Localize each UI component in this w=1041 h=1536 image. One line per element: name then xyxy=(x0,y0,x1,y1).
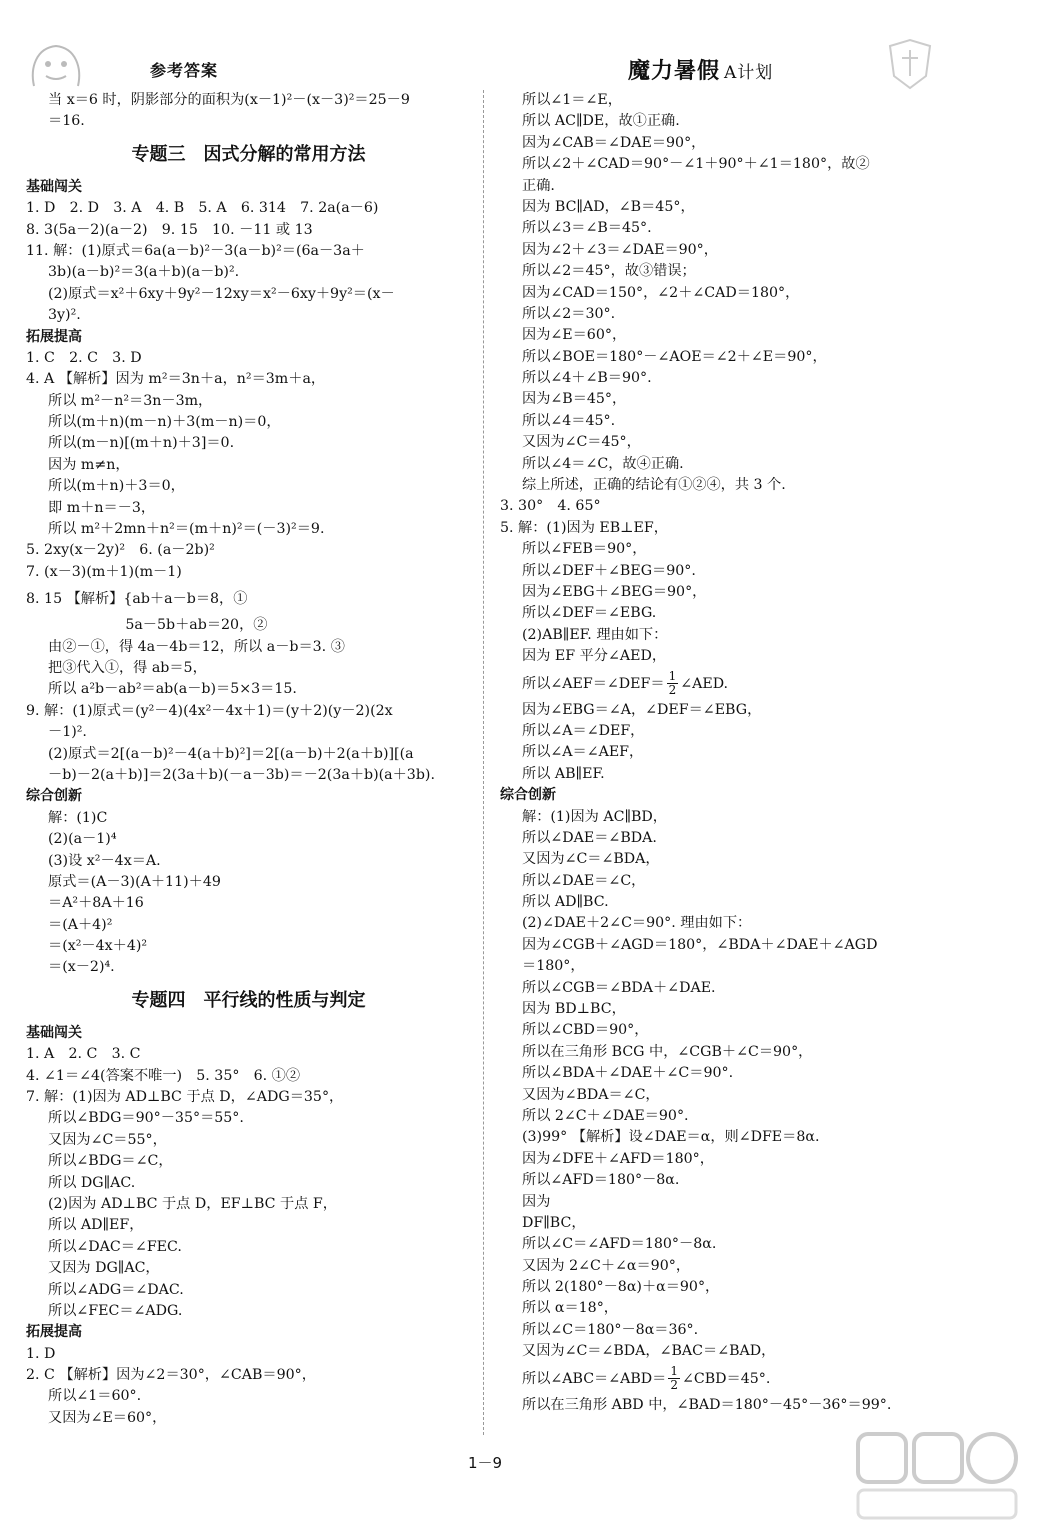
line-text: 2. C 【解析】因为∠2＝30°，∠CAB＝90°， xyxy=(26,1367,316,1384)
answer-line xyxy=(26,936,471,957)
line-text: 又因为∠BDA＝∠C， xyxy=(522,1086,660,1103)
line-text: 所以∠DEF＝∠EBG. xyxy=(522,605,657,622)
line-text: 所以∠3＝∠B＝45°. xyxy=(522,220,652,237)
answer-line xyxy=(26,562,471,583)
answer-line xyxy=(26,111,471,132)
answer-line xyxy=(500,240,1000,261)
answer-line xyxy=(500,913,1000,934)
line-text: 又因为∠C＝45°， xyxy=(522,434,641,451)
fraction-tail: ∠AED. xyxy=(680,675,729,692)
line-text: 解：(1)C xyxy=(48,809,108,826)
answer-line xyxy=(26,198,471,219)
line-text: 即 m＋n＝－3， xyxy=(48,499,156,516)
line-text: 拓展提高 xyxy=(26,328,82,345)
line-text: 所以∠DEF＋∠BEG＝90°. xyxy=(522,562,696,579)
line-text: 所以 AD∥EF， xyxy=(48,1217,144,1234)
answer-line xyxy=(500,1106,1000,1127)
answer-line xyxy=(500,283,1000,304)
answer-line xyxy=(500,1298,1000,1319)
line-text: 所以 a²b－ab²＝ab(a－b)＝5×3＝15. xyxy=(48,681,297,698)
answer-line xyxy=(26,765,471,786)
answer-line xyxy=(500,742,1000,763)
answer-line xyxy=(26,476,471,497)
answer-line xyxy=(26,851,471,872)
line-text: 所以 AB∥EF. xyxy=(522,765,605,782)
line-text: (2)原式＝2[(a－b)²－4(a＋b)²]＝2[(a－b)＋2(a＋b)][(a xyxy=(48,745,414,762)
line-text: 所以∠DAE＝∠C， xyxy=(522,872,646,889)
line-text: 所以∠4＝45°. xyxy=(522,412,616,429)
line-text: 综合创新 xyxy=(500,787,556,804)
category-heading xyxy=(26,786,471,807)
answer-line xyxy=(26,391,471,412)
line-text: 5a－5b＋ab＝20，② xyxy=(26,617,268,634)
line-text: 由②－①，得 4a－4b＝12，所以 a－b＝3. ③ xyxy=(48,638,345,655)
answer-line xyxy=(26,829,471,850)
answer-line xyxy=(500,764,1000,785)
line-text: DF∥BC， xyxy=(522,1214,586,1231)
answer-line xyxy=(26,658,471,679)
answer-line xyxy=(26,1258,471,1279)
page-number: 1－9 xyxy=(468,1454,503,1472)
line-text: ＝(x²－4x＋4)² xyxy=(48,938,148,955)
line-text: ＝(x－2)⁴. xyxy=(48,959,115,976)
line-text: (3)设 x²－4x＝A. xyxy=(48,852,161,869)
answer-line xyxy=(500,389,1000,410)
answer-line xyxy=(500,646,1000,667)
line-text: 所以∠FEB＝90°， xyxy=(522,541,647,558)
line-text: 解：(1)因为 AC∥BD， xyxy=(522,808,667,825)
line-text: 11. 解：(1)原式＝6a(a－b)²－3(a－b)²＝(6a－3a＋ xyxy=(26,242,365,259)
line-text: 所以在三角形 ABD 中，∠BAD＝180°－45°－36°＝99°. xyxy=(522,1396,892,1413)
answer-line xyxy=(26,701,471,722)
header-left-title: 参考答案 xyxy=(150,61,219,80)
answer-line xyxy=(26,744,471,765)
line-text: 因为∠CAD＝150°，∠2＋∠CAD＝180°， xyxy=(522,284,800,301)
fraction-denominator: 2 xyxy=(668,683,677,698)
right-column xyxy=(500,90,1000,1416)
answer-line xyxy=(500,1341,1000,1362)
answer-line xyxy=(26,1173,471,1194)
answer-line xyxy=(26,90,471,111)
answer-line xyxy=(26,615,471,636)
line-text: 所以∠BOE＝180°－∠AOE＝∠2＋∠E＝90°， xyxy=(522,348,827,365)
answer-line xyxy=(500,582,1000,603)
answer-line xyxy=(500,561,1000,582)
category-heading xyxy=(26,1322,471,1343)
answer-line xyxy=(500,1256,1000,1277)
line-text: 8. 15 【解析】{ab＋a－b＝8，① xyxy=(26,591,248,608)
line-text: 所以∠A＝∠AEF， xyxy=(522,744,644,761)
section-title xyxy=(26,133,471,177)
line-text: 所以∠1＝60°. xyxy=(48,1388,142,1405)
answer-line xyxy=(500,111,1000,132)
line-text: 基础闯关 xyxy=(26,1024,82,1041)
answer-line xyxy=(500,133,1000,154)
answer-line xyxy=(26,412,471,433)
answer-line xyxy=(500,304,1000,325)
section-title xyxy=(26,979,471,1023)
line-text: 因为∠E＝60°， xyxy=(522,327,627,344)
line-text: (3)99° 【解析】设∠DAE＝α，则∠DFE＝8α. xyxy=(522,1129,820,1146)
answer-line xyxy=(500,1395,1000,1416)
line-text: ＝A²＋8A＋16 xyxy=(48,895,144,912)
line-text: 所以∠2＋∠CAD＝90°－∠1＋90°＋∠1＝180°，故② xyxy=(522,156,870,173)
left-column xyxy=(26,90,471,1429)
line-text: ＝(A＋4)² xyxy=(48,916,113,933)
line-text: 因为∠CGB＋∠AGD＝180°，∠BDA＋∠DAE＋∠AGD xyxy=(522,936,878,953)
line-text: 因为∠B＝45°， xyxy=(522,391,627,408)
line-text: 综上所述，正确的结论有①②④，共 3 个. xyxy=(522,477,786,494)
line-text: 4. A 【解析】因为 m²＝3n＋a，n²＝3m＋a， xyxy=(26,371,326,388)
fraction-denominator: 2 xyxy=(670,1378,679,1393)
line-text: 所以∠AFD＝180°－8α. xyxy=(522,1172,680,1189)
brand-subtitle: A计划 xyxy=(724,63,774,83)
line-text: 当 x＝6 时，阴影部分的面积为(x－1)²－(x－3)²＝25－9 xyxy=(48,92,410,108)
line-text: 3y)². xyxy=(48,307,81,324)
answer-line xyxy=(500,1213,1000,1234)
answer-line xyxy=(500,625,1000,646)
answer-line xyxy=(26,1087,471,1108)
category-heading xyxy=(26,177,471,198)
line-text: 4. ∠1＝∠4(答案不唯一) 5. 35° 6. ①② xyxy=(26,1067,301,1084)
fraction-numerator: 1 xyxy=(670,1364,679,1379)
line-text: (2)因为 AD⊥BC 于点 D，EF⊥BC 于点 F， xyxy=(48,1195,337,1212)
answer-line xyxy=(500,475,1000,496)
answer-line xyxy=(26,540,471,561)
answer-line xyxy=(500,849,1000,870)
line-text: 综合创新 xyxy=(26,788,82,805)
answer-line xyxy=(26,369,471,390)
answer-line xyxy=(500,700,1000,721)
brand-title: 魔力暑假 xyxy=(628,58,721,84)
answer-line xyxy=(26,957,471,978)
answer-line xyxy=(500,1042,1000,1063)
answer-line xyxy=(500,978,1000,999)
answer-line xyxy=(26,722,471,743)
line-text: 1. A 2. C 3. C xyxy=(26,1046,141,1063)
answer-line xyxy=(500,1085,1000,1106)
line-text: 7. (x－3)(m＋1)(m－1) xyxy=(26,563,182,580)
line-text: (2)原式＝x²＋6xy＋9y²－12xy＝x²－6xy＋9y²＝(x－ xyxy=(48,285,395,302)
line-text: 所以(m＋n)＋3＝0， xyxy=(48,478,185,495)
answer-line xyxy=(26,284,471,305)
line-text: 所以∠CGB＝∠BDA＋∠DAE. xyxy=(522,979,716,996)
answer-line xyxy=(26,1130,471,1151)
answer-line xyxy=(26,1301,471,1322)
answer-line xyxy=(26,348,471,369)
line-text: 因为∠DFE＋∠AFD＝180°， xyxy=(522,1150,714,1167)
answer-line xyxy=(500,454,1000,475)
line-text: 又因为 DG∥AC， xyxy=(48,1260,160,1277)
answer-line xyxy=(500,721,1000,742)
line-text: 所以∠2＝30°. xyxy=(522,305,616,322)
watermark-logo xyxy=(852,1428,1022,1523)
answer-line xyxy=(500,603,1000,624)
answer-line xyxy=(500,261,1000,282)
answer-line xyxy=(500,935,1000,956)
line-text: 又因为∠C＝∠BDA， xyxy=(522,851,660,868)
answer-line xyxy=(500,496,1000,517)
answer-line xyxy=(26,583,471,615)
answer-line xyxy=(26,637,471,658)
answer-line xyxy=(26,872,471,893)
line-text: 所以∠AEF＝∠DEF＝ xyxy=(522,675,665,692)
answer-line xyxy=(26,1280,471,1301)
line-text: 又因为∠E＝60°， xyxy=(48,1409,167,1426)
line-text: 所以∠2＝45°，故③错误； xyxy=(522,263,696,280)
answer-line xyxy=(500,1149,1000,1170)
answer-line xyxy=(26,1066,471,1087)
line-text: 所以∠DAC＝∠FEC. xyxy=(48,1238,182,1255)
line-text: ＝180°， xyxy=(522,958,585,975)
answer-line xyxy=(500,218,1000,239)
answer-line xyxy=(500,1020,1000,1041)
line-text: 所以∠ABC＝∠ABD＝ xyxy=(522,1370,667,1387)
line-text: 所以 AD∥BC. xyxy=(522,894,609,911)
answer-line xyxy=(500,90,1000,111)
answer-line xyxy=(500,1170,1000,1191)
line-text: 所以(m－n)[(m＋n)＋3]＝0. xyxy=(48,435,235,452)
answer-line xyxy=(26,220,471,241)
line-text: 所以∠4＋∠B＝90°. xyxy=(522,370,652,387)
answer-line xyxy=(26,498,471,519)
answer-line xyxy=(26,241,471,262)
line-text: 所以∠CBD＝90°， xyxy=(522,1022,649,1039)
answer-line xyxy=(500,668,1000,700)
answer-line xyxy=(500,432,1000,453)
line-text: 9. 解：(1)原式＝(y²－4)(4x²－4x＋1)＝(y＋2)(y－2)(2x xyxy=(26,702,393,719)
answer-line xyxy=(26,1386,471,1407)
answer-line xyxy=(500,197,1000,218)
line-text: 又因为∠C＝55°， xyxy=(48,1131,167,1148)
line-text: 因为∠2＋∠3＝∠DAE＝90°， xyxy=(522,241,718,258)
answer-line xyxy=(26,1044,471,1065)
column-divider xyxy=(483,90,484,1435)
line-text: 3b)(a－b)²＝3(a＋b)(a－b)². xyxy=(48,264,240,281)
line-text: －b)－2(a＋b)]＝2(3a＋b)(－a－3b)＝－2(3a＋b)(a＋3b). xyxy=(48,766,435,783)
line-text: 又因为 2∠C＋∠α＝90°， xyxy=(522,1257,691,1274)
fraction-numerator: 1 xyxy=(668,669,677,684)
answer-line xyxy=(500,1192,1000,1213)
line-text: 1. D 2. D 3. A 4. B 5. A 6. 314 7. 2a(a－6) xyxy=(26,200,379,217)
line-text: 所以∠FEC＝∠ADG. xyxy=(48,1302,183,1319)
line-text: 专题三 因式分解的常用方法 xyxy=(131,143,366,165)
line-text: 所以 α＝18°， xyxy=(522,1300,618,1317)
line-text: 拓展提高 xyxy=(26,1324,82,1341)
line-text: 3. 30° 4. 65° xyxy=(500,498,601,515)
answer-line xyxy=(500,518,1000,539)
fraction-tail: ∠CBD＝45°. xyxy=(682,1370,771,1387)
line-text: (2)∠DAE＋2∠C＝90°. 理由如下： xyxy=(522,915,752,932)
answer-line xyxy=(26,305,471,326)
answer-line xyxy=(500,1363,1000,1395)
category-heading xyxy=(26,327,471,348)
answer-line xyxy=(500,828,1000,849)
line-text: 所以∠BDG＝90°－35°＝55°. xyxy=(48,1110,244,1127)
line-text: 所以∠BDG＝∠C， xyxy=(48,1153,173,1170)
fraction xyxy=(667,670,679,697)
answer-line xyxy=(26,679,471,700)
answer-line xyxy=(500,325,1000,346)
answer-line xyxy=(500,1063,1000,1084)
line-text: 所以 m²＋2mn＋n²＝(m＋n)²＝(－3)²＝9. xyxy=(48,521,325,538)
answer-line xyxy=(500,892,1000,913)
line-text: 所以(m＋n)(m－n)＋3(m－n)＝0， xyxy=(48,414,281,431)
line-text: 因为 m≠n， xyxy=(48,456,130,473)
line-text: 因为 xyxy=(522,1193,551,1210)
line-text: 因为 BC∥AD，∠B＝45°， xyxy=(522,198,695,215)
line-text: 把③代入①，得 ab＝5， xyxy=(48,659,207,676)
category-heading xyxy=(500,785,1000,806)
answer-line xyxy=(26,1151,471,1172)
logo-left xyxy=(26,38,86,94)
answer-line xyxy=(500,1234,1000,1255)
answer-line xyxy=(26,893,471,914)
line-text: 8. 3(5a－2)(a－2) 9. 15 10. －11 或 13 xyxy=(26,221,313,238)
line-text: 1. C 2. C 3. D xyxy=(26,349,142,366)
answer-line xyxy=(26,1408,471,1429)
answer-line xyxy=(500,176,1000,197)
answer-line xyxy=(26,1365,471,1386)
line-text: (2)AB∥EF. 理由如下： xyxy=(522,626,668,643)
line-text: 所以 DG∥AC. xyxy=(48,1174,136,1191)
line-text: 所以∠ADG＝∠DAC. xyxy=(48,1281,184,1298)
line-text: 正确. xyxy=(522,177,555,194)
line-text: －1)². xyxy=(48,724,87,741)
line-text: 所以 AC∥DE，故①正确. xyxy=(522,113,680,130)
line-text: 所以 2∠C＋∠DAE＝90°. xyxy=(522,1107,689,1124)
line-text: 所以 m²－n²＝3n－3m， xyxy=(48,392,213,409)
answer-line xyxy=(26,1108,471,1129)
answer-line xyxy=(26,519,471,540)
line-text: 原式＝(A－3)(A＋11)＋49 xyxy=(48,873,221,890)
line-text: 因为 EF 平分∠AED， xyxy=(522,648,667,665)
answer-line xyxy=(500,956,1000,977)
line-text: 所以∠DAE＝∠BDA. xyxy=(522,829,657,846)
answer-line xyxy=(26,1215,471,1236)
answer-line xyxy=(500,347,1000,368)
line-text: 所以在三角形 BCG 中，∠CGB＋∠C＝90°， xyxy=(522,1043,813,1060)
line-text: 专题四 平行线的性质与判定 xyxy=(131,989,366,1011)
line-text: 5. 解：(1)因为 EB⊥EF， xyxy=(500,519,668,536)
answer-line xyxy=(500,368,1000,389)
answer-line xyxy=(26,1194,471,1215)
answer-line xyxy=(500,1277,1000,1298)
line-text: 7. 解：(1)因为 AD⊥BC 于点 D，∠ADG＝35°， xyxy=(26,1089,344,1106)
line-text: 所以∠C＝∠AFD＝180°－8α. xyxy=(522,1236,717,1253)
answer-line xyxy=(26,915,471,936)
line-text: 所以∠A＝∠DEF， xyxy=(522,722,645,739)
answer-line xyxy=(500,154,1000,175)
line-text: 因为 BD⊥BC， xyxy=(522,1001,626,1018)
header-right-title xyxy=(628,54,773,85)
answer-line xyxy=(26,262,471,283)
line-text: 所以∠4＝∠C，故④正确. xyxy=(522,455,684,472)
line-text: (2)(a－1)⁴ xyxy=(48,831,117,848)
answer-line xyxy=(26,1344,471,1365)
line-text: 所以∠C＝180°－8α＝36°. xyxy=(522,1321,699,1338)
line-text: 所以 2(180°－8α)＋α＝90°， xyxy=(522,1279,720,1296)
answer-line xyxy=(26,1237,471,1258)
line-text: 所以∠BDA＋∠DAE＋∠C＝90°. xyxy=(522,1065,734,1082)
line-text: 1. D xyxy=(26,1345,56,1362)
line-text: 因为∠EBG＋∠BEG＝90°， xyxy=(522,583,707,600)
answer-line xyxy=(500,411,1000,432)
fraction xyxy=(668,1365,680,1392)
line-text: 因为∠CAB＝∠DAE＝90°， xyxy=(522,134,706,151)
line-text: 5. 2xy(x－2y)² 6. (a－2b)² xyxy=(26,542,215,559)
category-heading xyxy=(26,1023,471,1044)
line-text: 又因为∠C＝∠BDA，∠BAC＝∠BAD， xyxy=(522,1343,776,1360)
answer-line xyxy=(500,1320,1000,1341)
answer-line xyxy=(26,808,471,829)
line-text: 因为∠EBG＝∠A，∠DEF＝∠EBG， xyxy=(522,701,762,718)
answer-line xyxy=(500,999,1000,1020)
answer-line xyxy=(26,433,471,454)
answer-line xyxy=(26,455,471,476)
answer-line xyxy=(500,807,1000,828)
answer-line xyxy=(500,1127,1000,1148)
line-text: 所以∠1＝∠E， xyxy=(522,92,622,108)
line-text: 基础闯关 xyxy=(26,178,82,195)
answer-line xyxy=(500,539,1000,560)
line-text: ＝16. xyxy=(48,113,85,130)
answer-line xyxy=(500,871,1000,892)
logo-right xyxy=(880,36,940,92)
